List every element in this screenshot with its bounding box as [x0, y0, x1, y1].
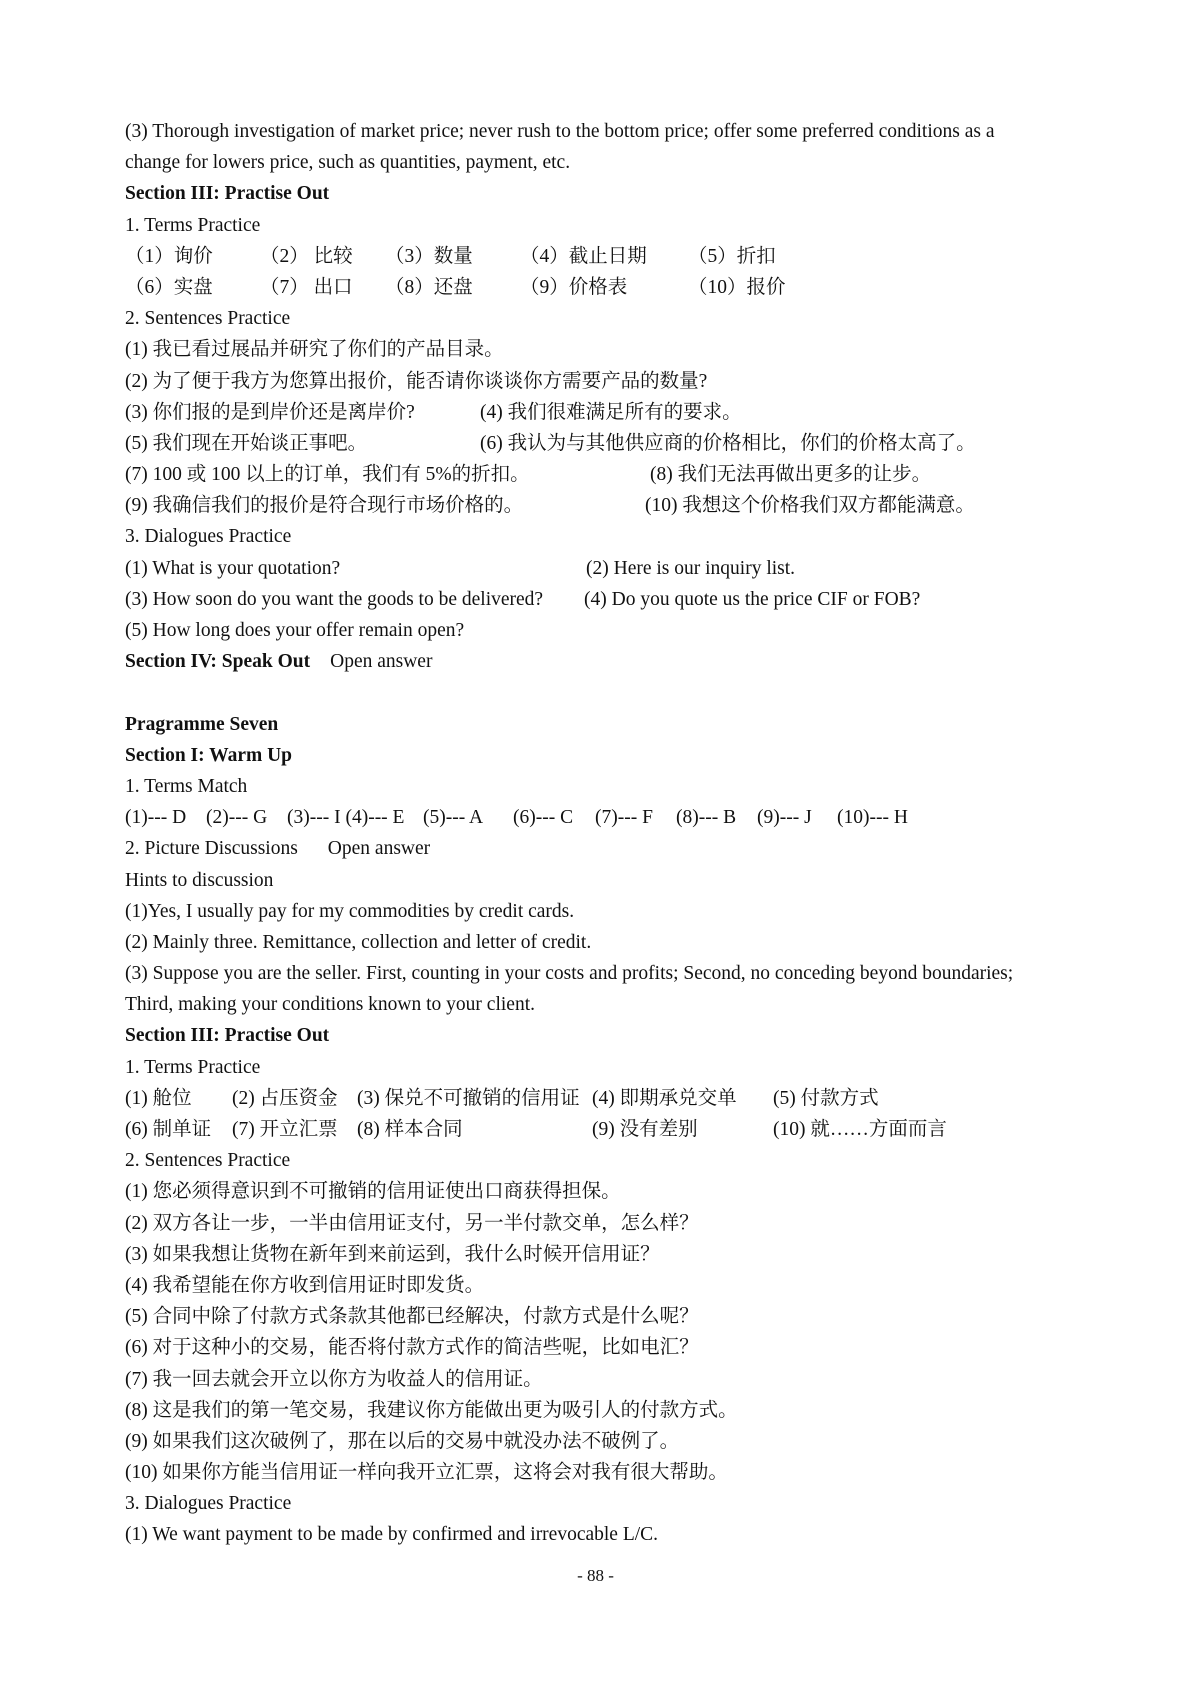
term-item: (10) 就……方面而言 [773, 1119, 947, 1140]
sentence-item: (6) 我认为与其他供应商的价格相比，你们的价格太高了。 [480, 432, 976, 454]
match-item: (9)--- J [757, 807, 812, 829]
term-item: （2） 比较 [260, 245, 353, 267]
term-item: （7） 出口 [260, 276, 353, 298]
match-item: (5)--- A [423, 807, 484, 829]
term-item: (5) 付款方式 [773, 1087, 879, 1109]
section-heading: Section IV: Speak Out [125, 651, 311, 673]
document-page [125, 116, 1085, 1551]
match-item: (3)--- I (4)--- E [287, 807, 405, 829]
sentence-item: (4) 我们很难满足所有的要求。 [480, 401, 742, 423]
sentence-item: (3) 如果我想让货物在新年到来前运到，我什么时候开信用证？ [125, 1243, 660, 1265]
dialogue-item: (4) Do you quote us the price CIF or FOB? [584, 588, 921, 610]
match-item: (7)--- F [595, 807, 653, 829]
term-item: （1）询价 [125, 245, 213, 267]
dialogue-item: (5) How long does your offer remain open? [125, 620, 465, 641]
sentence-item: (10) 如果你方能当信用证一样向我开立汇票，这将会对我有很大帮助。 [125, 1462, 728, 1484]
dialogue-item: (1) We want payment to be made by confirmed and irrevocable L/C. [125, 1524, 659, 1546]
term-item: （9）价格表 [520, 276, 628, 298]
hint-item: Third, making your conditions known to your client. [125, 994, 535, 1016]
sentence-item: (6) 对于这种小的交易，能否将付款方式作的简洁些呢，比如电汇？ [125, 1337, 699, 1359]
dialogue-row [125, 584, 1085, 615]
subsection-heading: 2. Picture Discussions [125, 838, 298, 860]
term-item: (6) 制单证 [125, 1119, 212, 1140]
match-item: (2)--- G [206, 807, 268, 829]
term-item: （8）还盘 [385, 276, 473, 298]
sentence-item: (5) 合同中除了付款方式条款其他都已经解决，付款方式是什么呢？ [125, 1306, 699, 1328]
sentence-item: (2) 为了便于我方为您算出报价，能否请你谈谈你方需要产品的数量? [125, 370, 708, 392]
terms-row [125, 272, 1085, 303]
term-item: （3）数量 [385, 245, 473, 267]
terms-row [125, 1114, 1085, 1145]
term-item: (4) 即期承兑交单 [592, 1087, 737, 1109]
term-item: (8) 样本合同 [357, 1119, 463, 1140]
sentence-item: (3) 你们报的是到岸价还是离岸价? [125, 401, 415, 423]
programme-title: Pragramme Seven [125, 713, 279, 735]
subsection-heading: 1. Terms Practice [125, 214, 261, 236]
hint-item: (2) Mainly three. Remittance, collection and letter of credit. [125, 931, 592, 953]
match-item: (6)--- C [513, 807, 574, 829]
spacer [125, 677, 1085, 708]
sentence-row [125, 428, 1085, 459]
match-item: (10)--- H [837, 807, 908, 829]
answer-line: change for lowers price, such as quantities, payment, etc. [125, 152, 571, 174]
subsection-heading: 1. Terms Match [125, 775, 248, 797]
sentence-item: (7) 我一回去就会开立以你方为收益人的信用证。 [125, 1368, 543, 1390]
sentence-item: (2) 双方各让一步，一半由信用证支付，另一半付款交单，怎么样？ [125, 1212, 699, 1234]
sentence-item: (9) 如果我们这次破例了，那在以后的交易中就没办法不破例了。 [125, 1430, 680, 1452]
section-heading: Section I: Warm Up [125, 744, 293, 766]
sentence-item: (9) 我确信我们的报价是符合现行市场价格的。 [125, 495, 524, 517]
subsection-heading: 2. Sentences Practice [125, 308, 291, 330]
term-item: (1) 舱位 [125, 1087, 192, 1109]
sentence-item: (5) 我们现在开始谈正事吧。 [125, 432, 368, 454]
subsection-heading: 3. Dialogues Practice [125, 1493, 292, 1515]
match-item: (1)--- D [125, 807, 187, 829]
sentence-row [125, 490, 1085, 521]
term-item: （5）折扣 [688, 245, 776, 267]
term-item: (9) 没有差别 [592, 1119, 698, 1140]
subsection-heading: 3. Dialogues Practice [125, 526, 292, 548]
sentence-item: (1) 我已看过展品并研究了你们的产品目录。 [125, 339, 504, 361]
subsection-row [125, 833, 1085, 864]
sentence-item: (4) 我希望能在你方收到信用证时即发货。 [125, 1274, 485, 1296]
term-item: (7) 开立汇票 [232, 1119, 338, 1140]
hint-item: (3) Suppose you are the seller. First, counting in your costs and profits; Second, no conceding beyond boundaries; [125, 963, 1014, 985]
section-answer: Open answer [330, 651, 433, 673]
sentence-row [125, 459, 1085, 490]
subsection-heading: 1. Terms Practice [125, 1056, 261, 1078]
subsection-heading: 2. Sentences Practice [125, 1150, 291, 1172]
dialogue-row [125, 553, 1085, 584]
term-item: （4）截止日期 [520, 245, 647, 267]
dialogue-item: (1) What is your quotation? [125, 557, 341, 579]
terms-match-row [125, 802, 1085, 833]
section-heading: Section III: Practise Out [125, 183, 330, 205]
answer-line: (3) Thorough investigation of market price; never rush to the bottom price; offer some preferred conditions as a [125, 121, 995, 142]
sentence-item: (1) 您必须得意识到不可撤销的信用证使出口商获得担保。 [125, 1181, 621, 1203]
match-item: (8)--- B [676, 807, 737, 829]
section-row [125, 646, 1085, 677]
dialogue-item: (3) How soon do you want the goods to be delivered? [125, 588, 544, 610]
hint-item: (1)Yes, I usually pay for my commodities by credit cards. [125, 900, 575, 922]
hints-heading: Hints to discussion [125, 869, 274, 891]
page-number: - 88 - [577, 1566, 614, 1585]
section-heading: Section III: Practise Out [125, 1025, 330, 1047]
sentence-item: (8) 这是我们的第一笔交易，我建议你方能做出更为吸引人的付款方式。 [125, 1399, 738, 1421]
term-item: （10）报价 [688, 276, 786, 298]
sentence-item: (8) 我们无法再做出更多的让步。 [650, 464, 932, 486]
sentence-row [125, 397, 1085, 428]
sentence-item: (10) 我想这个价格我们双方都能满意。 [645, 495, 975, 517]
term-item: （6）实盘 [125, 276, 213, 298]
sentence-item: (7) 100 或 100 以上的订单，我们有 5%的折扣。 [125, 464, 530, 486]
dialogue-item: (2) Here is our inquiry list. [586, 557, 796, 579]
section-answer: Open answer [327, 838, 431, 860]
terms-row [125, 1083, 1085, 1114]
term-item: (2) 占压资金 [232, 1087, 338, 1109]
term-item: (3) 保兑不可撤销的信用证 [357, 1087, 580, 1109]
terms-row [125, 241, 1085, 272]
